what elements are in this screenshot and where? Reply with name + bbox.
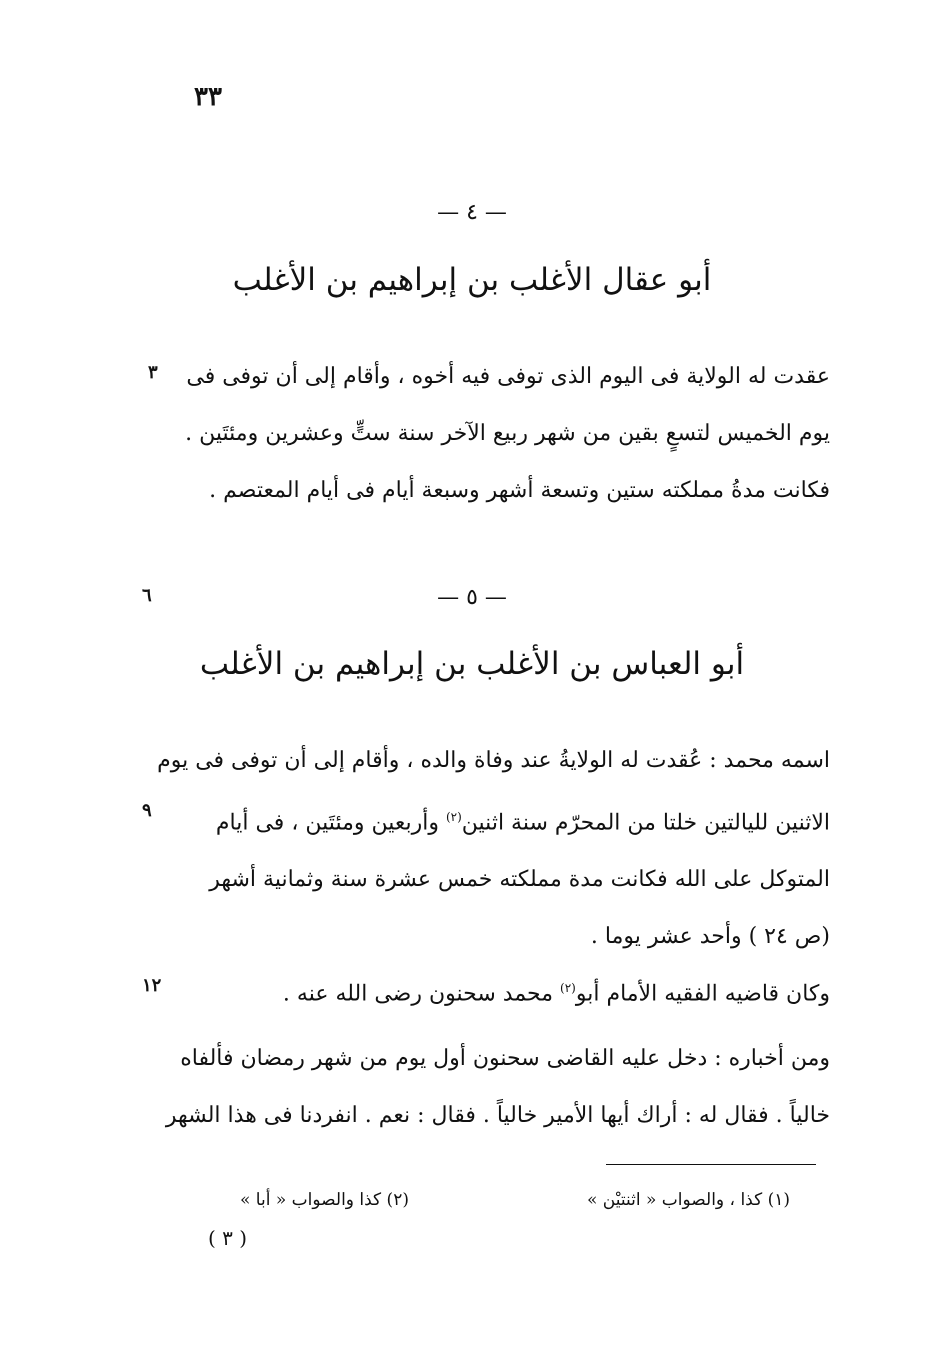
text: وكان قاضيه الفقيه الأمام أبو	[575, 981, 830, 1007]
footnote-ref: (٢)	[560, 981, 576, 995]
page-number: ٣٣	[194, 82, 222, 112]
text: الاثنين لليالتين خلتا من المحرّم سنة اثنين	[461, 810, 830, 836]
paragraph-line: ومن أخباره : دخل عليه القاضى سحنون أول يوم من شهر رمضان فألفاه	[180, 1046, 830, 1071]
akhbar-paragraph	[150, 1030, 830, 1144]
line-number: ٦	[142, 585, 152, 606]
paragraph-line: فكانت مدةُ مملكته ستين وتسعة أشهر وسبعة أيام فى أيام المعتصم .	[209, 478, 830, 503]
paragraph-line	[150, 960, 830, 1022]
paragraph-line: خالياً . فقال له : أراك أيها الأمير خالياً . فقال : نعم . انفردنا فى هذا الشهر	[165, 1103, 830, 1128]
footnote: (١) كذا ، والصواب « اثنتيْن »	[586, 1190, 790, 1210]
paragraph-line: عقدت له الولاية فى اليوم الذى توفى فيه أخوه ، وأقام إلى أن توفى فى	[186, 364, 830, 389]
section-5-mark: — ٥ —	[437, 585, 507, 610]
line-number: ٩	[142, 800, 152, 821]
section-4-paragraph	[150, 348, 830, 519]
line-number: ١٢	[142, 975, 162, 996]
section-4-mark: — ٤ —	[437, 200, 507, 225]
line-number: ٣	[148, 362, 158, 383]
paragraph-line: (ص ٢٤ ) وأحد عشر يوما .	[590, 924, 830, 950]
section-4-title: أبو عقال الأغلب بن إبراهيم بن الأغلب	[232, 262, 712, 298]
section-5-title: أبو العباس بن الأغلب بن إبراهيم بن الأغلب	[199, 646, 745, 682]
signature-mark: ( ٣ )	[208, 1226, 248, 1250]
text: وأربعين ومئتَين ، فى أيام	[215, 810, 439, 836]
paragraph-line: يوم الخميس لتسعٍ بقين من شهر ربيع الآخر سنة ستٍّ وعشرين ومئتَين .	[185, 421, 830, 446]
paragraph-line	[150, 789, 830, 851]
paragraph-line: المتوكل على الله فكانت مدة مملكته خمس عشرة سنة وثمانية أشهر	[209, 867, 830, 893]
footnote-ref: (٢)	[445, 810, 462, 824]
text: محمد سحنون رضى الله عنه .	[282, 981, 554, 1007]
footnote-rule	[606, 1164, 816, 1165]
section-5-paragraph	[150, 732, 830, 965]
qadi-paragraph	[150, 960, 830, 1022]
footnote: (٢) كذا والصواب « أبا »	[240, 1190, 409, 1210]
footnotes	[240, 1190, 790, 1210]
paragraph-line: اسمه محمد : عُقدت له الولايةُ عند وفاة والده ، وأقام إلى أن توفى فى يوم	[157, 748, 830, 773]
